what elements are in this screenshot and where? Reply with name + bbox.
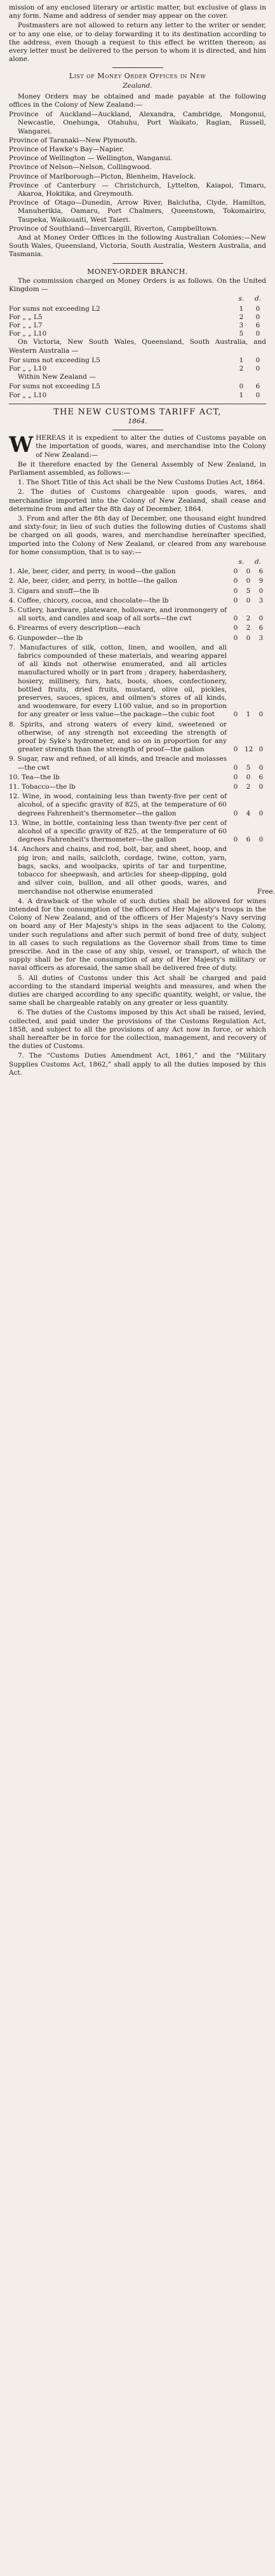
- col-pence: d.: [254, 557, 262, 566]
- duty-item: [9, 783, 266, 791]
- duty-item: [9, 624, 266, 632]
- duty-pounds: 0: [233, 568, 238, 576]
- rate-label: For sums not exceeding L2: [9, 304, 100, 313]
- duty-pounds: 0: [233, 624, 238, 632]
- duty-item-text: 1. Ale, beer, cider, and perry, in wood—the gallon: [9, 568, 176, 576]
- tariff-section-4: 4. A drawback of the whole of such duties shall be allowed for wines intended for the consumption of the officers of Her Majesty's troops in the Colony of New Zealand, and of the officers of Her Majesty's Navy serving on board any of Her Majesty's ships in the seas adjacent to the Colony, under such regulations and after such permit of bond free of duty, subject in all cases to such regulations as the Governor shall from time to time prescribe. And in the case of any ship, vessel, or transport, of which the supply shall be for the consumption of any of Her Majesty's military or naval officers as aforesaid, the same shall be delivered free of duty.: [9, 897, 266, 972]
- rate-pence: 6: [255, 321, 260, 329]
- duty-item-amount: [229, 810, 266, 818]
- col-pence: d.: [254, 295, 262, 303]
- province-item: Province of Wellington — Wellington, Wanganui.: [9, 154, 173, 163]
- duty-pence: 0: [258, 763, 264, 772]
- duty-pence: 3: [258, 596, 264, 604]
- duty-item-amount: [229, 773, 266, 782]
- rate-row: [9, 365, 266, 373]
- duty-pence: 6: [258, 568, 264, 576]
- divider: [112, 263, 163, 264]
- rate-amount: [237, 383, 266, 391]
- duty-item-text: 10. Tea—the lb: [9, 773, 60, 781]
- duty-shillings: 0: [246, 568, 251, 576]
- money-order-offices-intro: Money Orders may be obtained and made payable at the following offices in the Colony of New Zealand:—: [9, 92, 266, 109]
- duty-pounds: 0: [233, 577, 238, 585]
- rate-column-headers: [9, 295, 266, 303]
- intro-paragraph-2: Postmasters are not allowed to return any letter to the writer or sender, or to any one else, or to delay forwarding it to its destination according to the address, even though a request to this effect be written thereon; as every letter must be delivered to the person to whom it is directed, and him alone.: [9, 22, 266, 64]
- duty-pence: 0: [258, 615, 264, 623]
- rate-label: For sums not exceeding L5: [9, 383, 100, 391]
- tariff-section-1: 1. The Short Title of this Act shall be the New Customs Duties Act, 1864.: [18, 479, 265, 487]
- duty-item: [9, 577, 266, 585]
- duty-item: [9, 606, 266, 623]
- duty-pence: 0: [258, 711, 264, 719]
- duty-item-text: 3. Cigars and snuff—the lb: [9, 587, 100, 595]
- duty-item: [9, 587, 266, 596]
- rate-row: [9, 313, 266, 322]
- duty-item: [9, 773, 266, 782]
- province-item: Province of Otago—Dunedin, Arrow River, Balclutha, Clyde, Hamilton, Manuherikia, Oamaru, Port Chalmers, Queenstown, Tokomairiro, Taupeka, Waikouaiti, West Taieri.: [9, 199, 266, 224]
- money-order-branch-heading: MONEY-ORDER BRANCH.: [87, 267, 188, 276]
- rate-pence: 6: [255, 383, 260, 391]
- province-item: Province of Marlborough—Picton, Blenheim, Havelock.: [9, 172, 196, 181]
- duty-shillings: 1: [246, 711, 251, 719]
- duty-item: [9, 845, 275, 896]
- rate-label: For „ „ L10: [9, 364, 47, 372]
- duty-item: [9, 644, 266, 719]
- col-shillings: s.: [238, 557, 245, 566]
- duty-item: [9, 793, 266, 818]
- duty-pence: 0: [258, 836, 264, 844]
- duty-shillings: 2: [246, 624, 251, 632]
- duty-shillings: 0: [246, 773, 251, 781]
- duty-schedule: [9, 568, 275, 896]
- rate-shillings: 1: [239, 304, 244, 313]
- duty-column-headers: [9, 558, 266, 566]
- money-order-offices-heading-sub: Zealand.: [123, 81, 152, 90]
- rate-shillings: 1: [239, 356, 244, 364]
- rate-pence: 0: [255, 364, 260, 372]
- rate-shillings: 0: [239, 383, 244, 391]
- duty-item-text: 6. Firearms of every description—each: [9, 624, 140, 632]
- tariff-section-7: 7. The “Customs Duties Amendment Act, 1861,” and the “Military Supplies Customs Act, 1862,” shall apply to all the duties imposed by this Act.: [9, 1052, 266, 1077]
- duty-item-amount: [229, 577, 266, 585]
- rate-amount: [237, 392, 266, 400]
- rate-label: For „ „ L5: [9, 313, 43, 321]
- tariff-preamble-text: HEREAS it is expedient to alter the duties of Customs payable on the importation of goods, wares, and merchandise into the Colony of New Zealand:—: [36, 434, 266, 459]
- duty-pounds: 0: [233, 634, 238, 642]
- aus-rates-intro: On Victoria, New South Wales, Queensland, South Australia, and Western Australia —: [9, 338, 266, 355]
- duty-item-text: 11. Tobacco—the lb: [9, 783, 76, 791]
- duty-pence: 3: [258, 634, 264, 642]
- rate-row: [9, 383, 266, 391]
- duty-pence: 6: [258, 773, 264, 781]
- duty-item: [9, 634, 266, 643]
- divider: [112, 67, 163, 68]
- duty-item-text: 5. Cutlery, hardware, plateware, holloware, and ironmongery of all sorts, and candles and soap of all sorts—the cwt: [9, 606, 227, 623]
- duty-item: [9, 755, 266, 772]
- duty-shillings: 6: [246, 836, 251, 844]
- rate-amount: [237, 357, 266, 365]
- rate-row: [9, 322, 266, 330]
- money-order-offices-heading: List of Money Order Offices in New: [69, 72, 206, 81]
- duty-item-amount: [229, 746, 266, 754]
- tariff-preamble: [9, 434, 266, 460]
- duty-item-amount: [229, 597, 266, 605]
- duty-item-text: 4. Coffee, chicory, cocoa, and chocolate—the lb: [9, 596, 169, 604]
- uk-rates-table: [9, 305, 266, 339]
- province-item: Province of Nelson—Nelson, Collingwood.: [9, 163, 152, 172]
- duty-item-amount: [229, 624, 266, 632]
- rate-shillings: 1: [239, 391, 244, 399]
- tariff-section-2: 2. The duties of Customs chargeable upon goods, wares, and merchandise imported into the Colony of New Zealand, shall cease and determine from and after the 8th day of December, 1864.: [9, 488, 266, 513]
- province-list: [9, 111, 266, 233]
- duty-shillings: 2: [246, 615, 251, 623]
- duty-pence: 0: [258, 783, 264, 791]
- duty-item: [9, 597, 266, 605]
- duty-pounds: 0: [233, 809, 238, 817]
- rate-amount: [237, 330, 266, 338]
- duty-item-text: 12. Wine, in wood, containing less than twenty-five per cent of alcohol, of a specific gravity of 825, at the temperature of 60 degrees Fahrenheit's thermometer—the gallon: [9, 793, 227, 817]
- province-item: Province of Hawke's Bay—Napier.: [9, 146, 124, 154]
- money-order-branch-intro: The commission charged on Money Orders is as follows. On the United Kingdom —: [9, 276, 266, 294]
- col-shillings: s.: [238, 295, 245, 303]
- duty-item: [9, 721, 266, 754]
- duty-pence: 0: [258, 809, 264, 817]
- duty-shillings: [245, 888, 252, 896]
- duty-item: [9, 568, 266, 576]
- duty-pounds: 0: [233, 587, 238, 595]
- duty-shillings: 2: [246, 783, 251, 791]
- rate-amount: [237, 305, 266, 313]
- rate-label: For „ „ L10: [9, 330, 47, 338]
- tariff-section-5: 5. All duties of Customs under this Act shall be charged and paid according to the standard imperial weights and measures, and when the duties are charged according to any specific quantity, weight, or value, the same shall be chargeable ratably on any greater or less quantity.: [9, 974, 266, 1007]
- rate-pence: 0: [255, 313, 260, 321]
- rate-pence: 0: [255, 356, 260, 364]
- duty-item-text: 6. Gunpowder—the lb: [9, 634, 83, 642]
- duty-item-amount: [229, 764, 266, 772]
- rate-amount: [237, 322, 266, 330]
- rate-row: [9, 357, 266, 365]
- aus-rates-table: [9, 357, 266, 373]
- duty-item-text: 9. Sugar, raw and refined, of all kinds, and treacle and molasses—the cwt: [9, 755, 227, 772]
- duty-pounds: 0: [233, 763, 238, 772]
- rate-pence: 0: [255, 304, 260, 313]
- duty-pence: 0: [258, 746, 264, 754]
- duty-pounds: 0: [233, 711, 238, 719]
- tariff-section-6: 6. The duties of the Customs imposed by this Act shall be raised, levied, collected, and paid under the provisions of the Customs Regulation Act, 1858, and subject to all the provisions of any Act now in force, or which shall hereafter be in force for the collection, management, and recovery of the duties of Customs.: [9, 1009, 266, 1051]
- duty-pence: 9: [258, 577, 264, 585]
- rate-row: [9, 305, 266, 313]
- duty-item: [9, 819, 266, 845]
- rate-shillings: 3: [239, 321, 244, 329]
- duty-pounds: 0: [233, 783, 238, 791]
- duty-pounds: 0: [233, 836, 238, 844]
- duty-pounds: 0: [233, 596, 238, 604]
- tariff-act-year: 1864.: [128, 417, 147, 425]
- province-item: Province of Southland—Invercargill, Riverton, Campbelltown.: [9, 224, 218, 233]
- nz-rates-table: [9, 383, 266, 399]
- duty-item-amount: [229, 711, 266, 719]
- intro-paragraph-1: mission of any enclosed literary or artistic matter, but exclusive of glass in any form. Name and address of sender may appear on the cover.: [9, 4, 266, 20]
- duty-item-text: 13. Wine, in bottle, containing less than twenty-five per cent of alcohol of a specific gravity of 825, at the temperature of 60 degrees Fahrenheit's thermometer—the gallon: [9, 819, 227, 844]
- duty-shillings: 0: [246, 634, 251, 642]
- duty-item-text: 14. Anchors and chains, and rod, bolt, bar, and sheet, hoop, and pig iron; and nails, sailcloth, cordage, twine, cotton, yarn, bags, sacks, and woolpacks, spirits of tar and turpentine, tobacco for sheepwash, and articles for sheep-dipping, gold and silver coin, bullion, and all other goods, wares, and merchandise not otherwise enumerated: [9, 845, 227, 896]
- tariff-act-heading: THE NEW CUSTOMS TARIFF ACT,: [53, 407, 222, 417]
- duty-item-amount: [229, 887, 275, 896]
- newspaper-column: [9, 0, 275, 1082]
- money-order-offices-closing: And at Money Order Offices in the following Australian Colonies:—New South Wales, Queensland, Victoria, South Australia, Western Australia, and Tasmania.: [9, 234, 266, 259]
- rate-label: For „ „ L7: [9, 321, 43, 329]
- nz-rates-intro: Within New Zealand —: [18, 373, 96, 381]
- tariff-enact: Be it therefore enacted by the General Assembly of New Zealand, in Parliament assembled, as follows:—: [9, 460, 266, 477]
- rate-row: [9, 392, 266, 400]
- province-item: Province of Taranaki—New Plymouth.: [9, 136, 137, 144]
- duty-item-amount: [229, 615, 266, 623]
- duty-pounds: [232, 888, 239, 896]
- rate-label: For „ „ L10: [9, 391, 47, 399]
- duty-shillings: 5: [246, 763, 251, 772]
- tariff-section-3: 3. From and after the 8th day of December, one thousand eight hundred and sixty-four, in lieu of such duties the following duties of Customs shall be charged on all goods, wares, and merchandise hereinafter specified, imported into the Colony of New Zealand, or cleared from any warehouse for home consumption, that is to say:—: [9, 514, 266, 556]
- province-item: Province of Canterbury — Christchurch, Lyttelton, Kaiapoi, Timaru, Akaroa, Hokitika, and Greymouth.: [9, 181, 266, 198]
- duty-item-text: 7. Manufactures of silk, cotton, linen, and woollen, and all fabrics compounded of these materials, and wearing apparel of all kinds not otherwise enumerated, and all articles manufactured wholly or in part from ; drapery, haberdashery, hosiery, millinery, furs, hats, boots, shoes, confectionery, bottled fruits, dried fruits, mustard, olive oil, pickles, preserves, sauces, spices, and oilmen's stores of all kinds, and woodenware, for every L100 value, and so in proportion for any greater or less value—the package—the cubic foot: [9, 643, 227, 719]
- duty-pounds: 0: [233, 773, 238, 781]
- duty-pence: 6: [258, 624, 264, 632]
- rate-shillings: 5: [239, 330, 244, 338]
- duty-pounds: 0: [233, 746, 238, 754]
- province-item: Province of Auckland—Auckland, Alexandra, Cambridge, Mongonui, Newcastle, Onehunga, Otahuhu, Port Waikato, Raglan, Russell, Wangarei.: [9, 111, 266, 135]
- duty-item-amount: [229, 568, 266, 576]
- rate-row: [9, 330, 266, 338]
- duty-item-text: 2. Ale, beer, cider, and perry, in bottle—the gallon: [9, 577, 178, 585]
- rate-amount: [237, 365, 266, 373]
- duty-shillings: 0: [246, 596, 251, 604]
- rate-pence: 0: [255, 330, 260, 338]
- duty-item-amount: [229, 783, 266, 791]
- drop-cap: W: [9, 432, 34, 458]
- duty-item-amount: [229, 634, 266, 643]
- duty-item-text: 8. Spirits, and strong waters of every kind, sweetened or otherwise, of any strength not exceeding the strength of proof by Syke's hydrometer, and so on in proportion for any greater strength than the strength of proof—the gallon: [9, 720, 227, 754]
- rate-amount: [237, 313, 266, 322]
- duty-shillings: 12: [245, 746, 253, 754]
- duty-shillings: 5: [246, 587, 251, 595]
- duty-shillings: 0: [246, 577, 251, 585]
- rate-label: For sums not exceeding L5: [9, 356, 100, 364]
- rate-shillings: 2: [239, 313, 244, 321]
- duty-item-amount: [229, 587, 266, 596]
- duty-pence: Free.: [257, 887, 275, 896]
- duty-pence: 0: [258, 587, 264, 595]
- duty-pounds: 0: [233, 615, 238, 623]
- duty-item-amount: [229, 836, 266, 844]
- duty-shillings: 4: [246, 809, 251, 817]
- rate-shillings: 2: [239, 364, 244, 372]
- rate-pence: 0: [255, 391, 260, 399]
